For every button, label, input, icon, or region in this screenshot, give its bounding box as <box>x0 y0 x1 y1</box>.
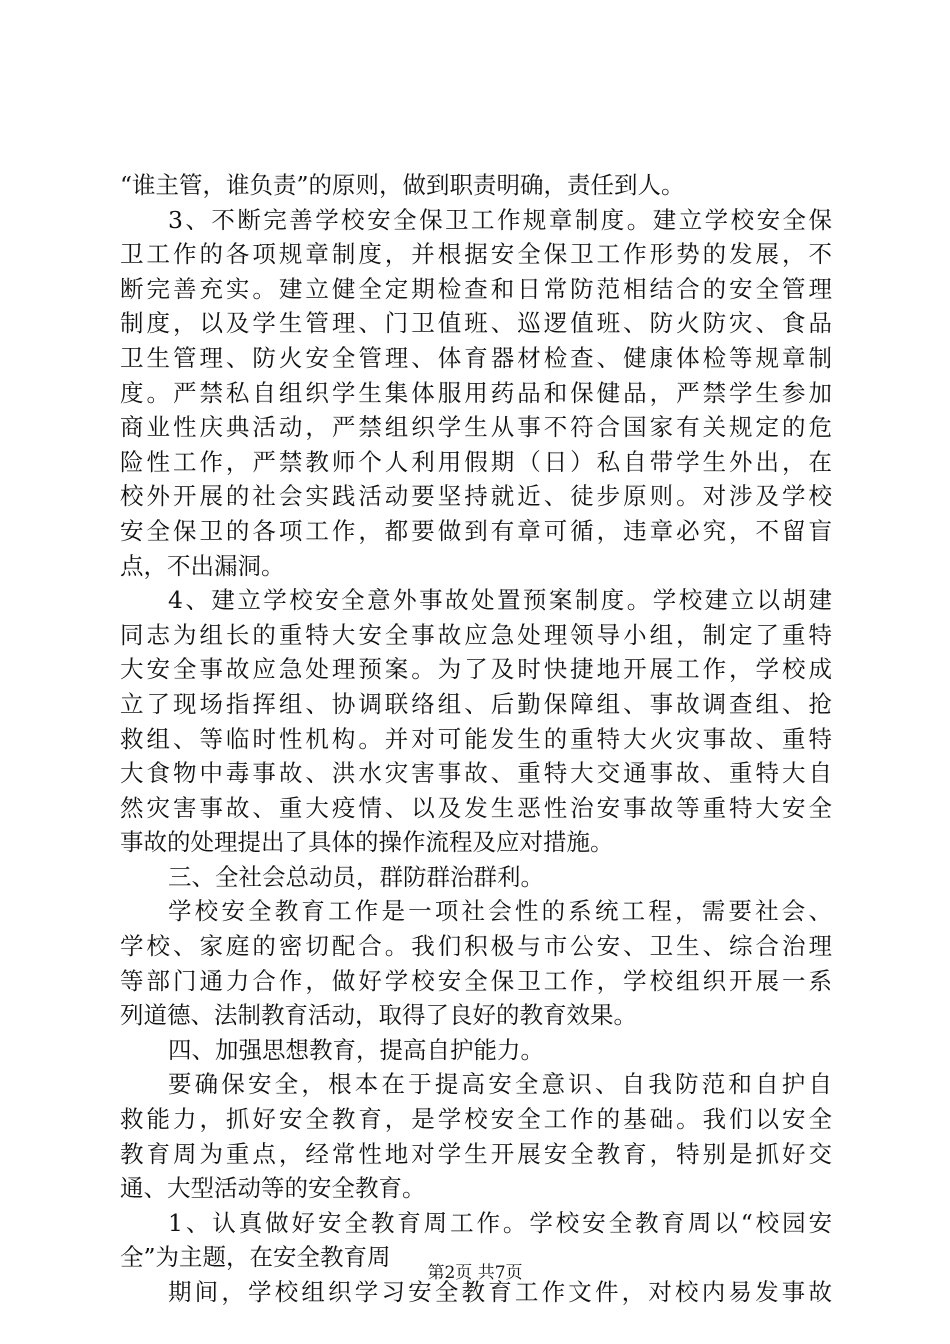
text-line: 卫生管理、防火安全管理、体育器材检查、健康体检等规章制 <box>120 343 832 372</box>
text-line: 断完善充实。建立健全定期检查和日常防范相结合的安全管理 <box>120 274 832 303</box>
text-line: 要确保安全，根本在于提高安全意识、自我防范和自护自 <box>168 1070 832 1099</box>
page-number-footer: 第2页 共7页 <box>427 1263 523 1283</box>
text-line: 救组、等临时性机构。并对可能发生的重特大火灾事故、重特 <box>120 724 832 753</box>
section-heading: 三、全社会总动员，群防群治群利。 <box>168 862 544 891</box>
text-line: “谁主管，谁负责”的原则，做到职责明确，责任到人。 <box>120 171 685 199</box>
text-line: 险性工作，严禁教师个人利用假期（日）私自带学生外出，在 <box>120 447 832 476</box>
text-line: 全”为主题，在安全教育周 <box>120 1243 391 1272</box>
text-line: 制度，以及学生管理、门卫值班、巡逻值班、防火防灾、食品 <box>120 309 832 338</box>
text-line: 同志为组长的重特大安全事故应急处理领导小组，制定了重特 <box>120 620 832 649</box>
text-line: 然灾害事故、重大疫情、以及发生恶性治安事故等重特大安全 <box>120 793 832 822</box>
text-line: 学校安全教育工作是一项社会性的系统工程，需要社会、 <box>168 897 832 926</box>
section-heading: 四、加强思想教育，提高自护能力。 <box>168 1035 544 1064</box>
text-line: 等部门通力合作，做好学校安全保卫工作，学校组织开展一系 <box>120 966 832 995</box>
text-line: 度。严禁私自组织学生集体服用药品和保健品，严禁学生参加 <box>120 378 832 407</box>
text-line: 卫工作的各项规章制度，并根据安全保卫工作形势的发展，不 <box>120 240 832 269</box>
text-line: 点，不出漏洞。 <box>120 551 285 580</box>
text-line: 4、建立学校安全意外事故处置预案制度。学校建立以胡建 <box>168 586 832 615</box>
text-line: 立了现场指挥组、协调联络组、后勤保障组、事故调查组、抢 <box>120 689 832 718</box>
text-line: 大食物中毒事故、洪水灾害事故、重特大交通事故、重特大自 <box>120 759 832 788</box>
document-body <box>120 168 832 1310</box>
text-line: 事故的处理提出了具体的操作流程及应对措施。 <box>120 828 614 857</box>
text-line: 列道德、法制教育活动，取得了良好的教育效果。 <box>120 1001 637 1030</box>
text-line: 期间，学校组织学习安全教育工作文件，对校内易发事故 <box>168 1278 832 1306</box>
text-line: 教育周为重点，经常性地对学生开展安全教育，特别是抓好交 <box>120 1139 832 1168</box>
text-line: 大安全事故应急处理预案。为了及时快捷地开展工作，学校成 <box>120 655 832 684</box>
text-line: 商业性庆典活动，严禁组织学生从事不符合国家有关规定的危 <box>120 413 832 442</box>
text-line: 安全保卫的各项工作，都要做到有章可循，违章必究，不留盲 <box>120 516 832 545</box>
text-line: 学校、家庭的密切配合。我们积极与市公安、卫生、综合治理 <box>120 932 832 961</box>
text-line: 救能力，抓好安全教育，是学校安全工作的基础。我们以安全 <box>120 1105 832 1134</box>
text-line: 校外开展的社会实践活动要坚持就近、徒步原则。对涉及学校 <box>120 482 832 511</box>
text-line: 1、认真做好安全教育周工作。学校安全教育周以“校园安 <box>168 1208 832 1237</box>
text-line: 3、不断完善学校安全保卫工作规章制度。建立学校安全保 <box>168 205 832 234</box>
text-line: 通、大型活动等的安全教育。 <box>120 1174 426 1203</box>
